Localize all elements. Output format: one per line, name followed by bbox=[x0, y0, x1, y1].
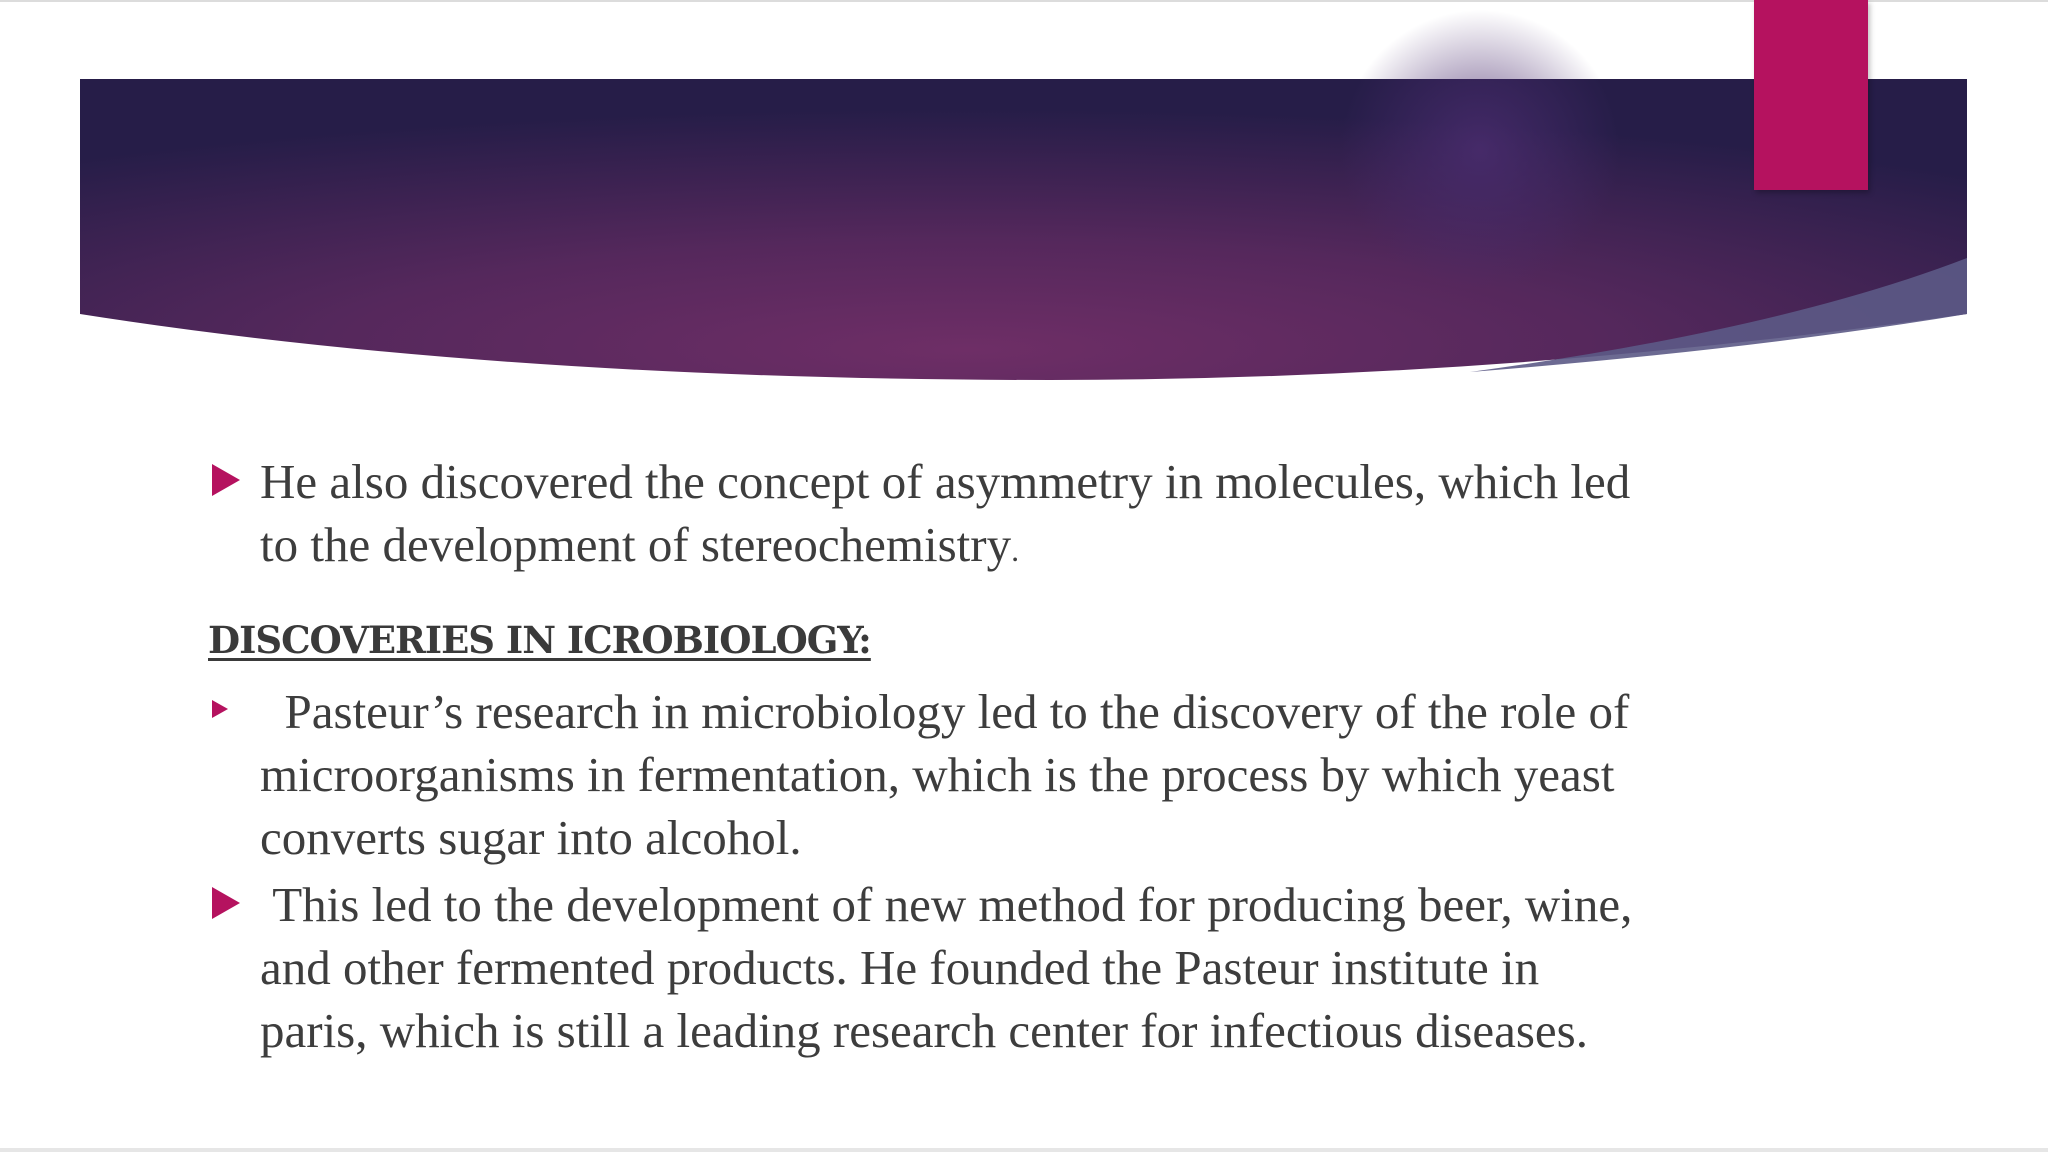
bullet-line: converts sugar into alcohol. bbox=[260, 810, 802, 865]
bullet-line: This led to the development of new method for producing beer, wine, bbox=[260, 877, 1633, 932]
bullet-line: He also discovered the concept of asymmetry in molecules, which led bbox=[260, 454, 1631, 509]
triangle-right-icon bbox=[210, 885, 242, 921]
bullet-text bbox=[260, 873, 1760, 1062]
bullet-line: to the development of stereochemistry. bbox=[260, 517, 1020, 572]
bullet-line: and other fermented products. He founded the Pasteur institute in bbox=[260, 940, 1540, 995]
triangle-right-icon bbox=[210, 698, 230, 720]
bullet-text bbox=[260, 680, 1760, 869]
bullet-text bbox=[260, 450, 1760, 582]
bottom-border bbox=[0, 1148, 2048, 1152]
bullet-line: microorganisms in fermentation, which is the process by which yeast bbox=[260, 747, 1615, 802]
trailing-period: . bbox=[1011, 532, 1020, 568]
section-heading: DISCOVERIES IN ICROBIOLOGY: bbox=[208, 618, 871, 662]
bullet-line: paris, which is still a leading research center for infectious diseases. bbox=[260, 1003, 1588, 1058]
triangle-right-icon bbox=[210, 462, 242, 498]
bullet-line: Pasteur’s research in microbiology led to the discovery of the role of bbox=[260, 684, 1630, 739]
